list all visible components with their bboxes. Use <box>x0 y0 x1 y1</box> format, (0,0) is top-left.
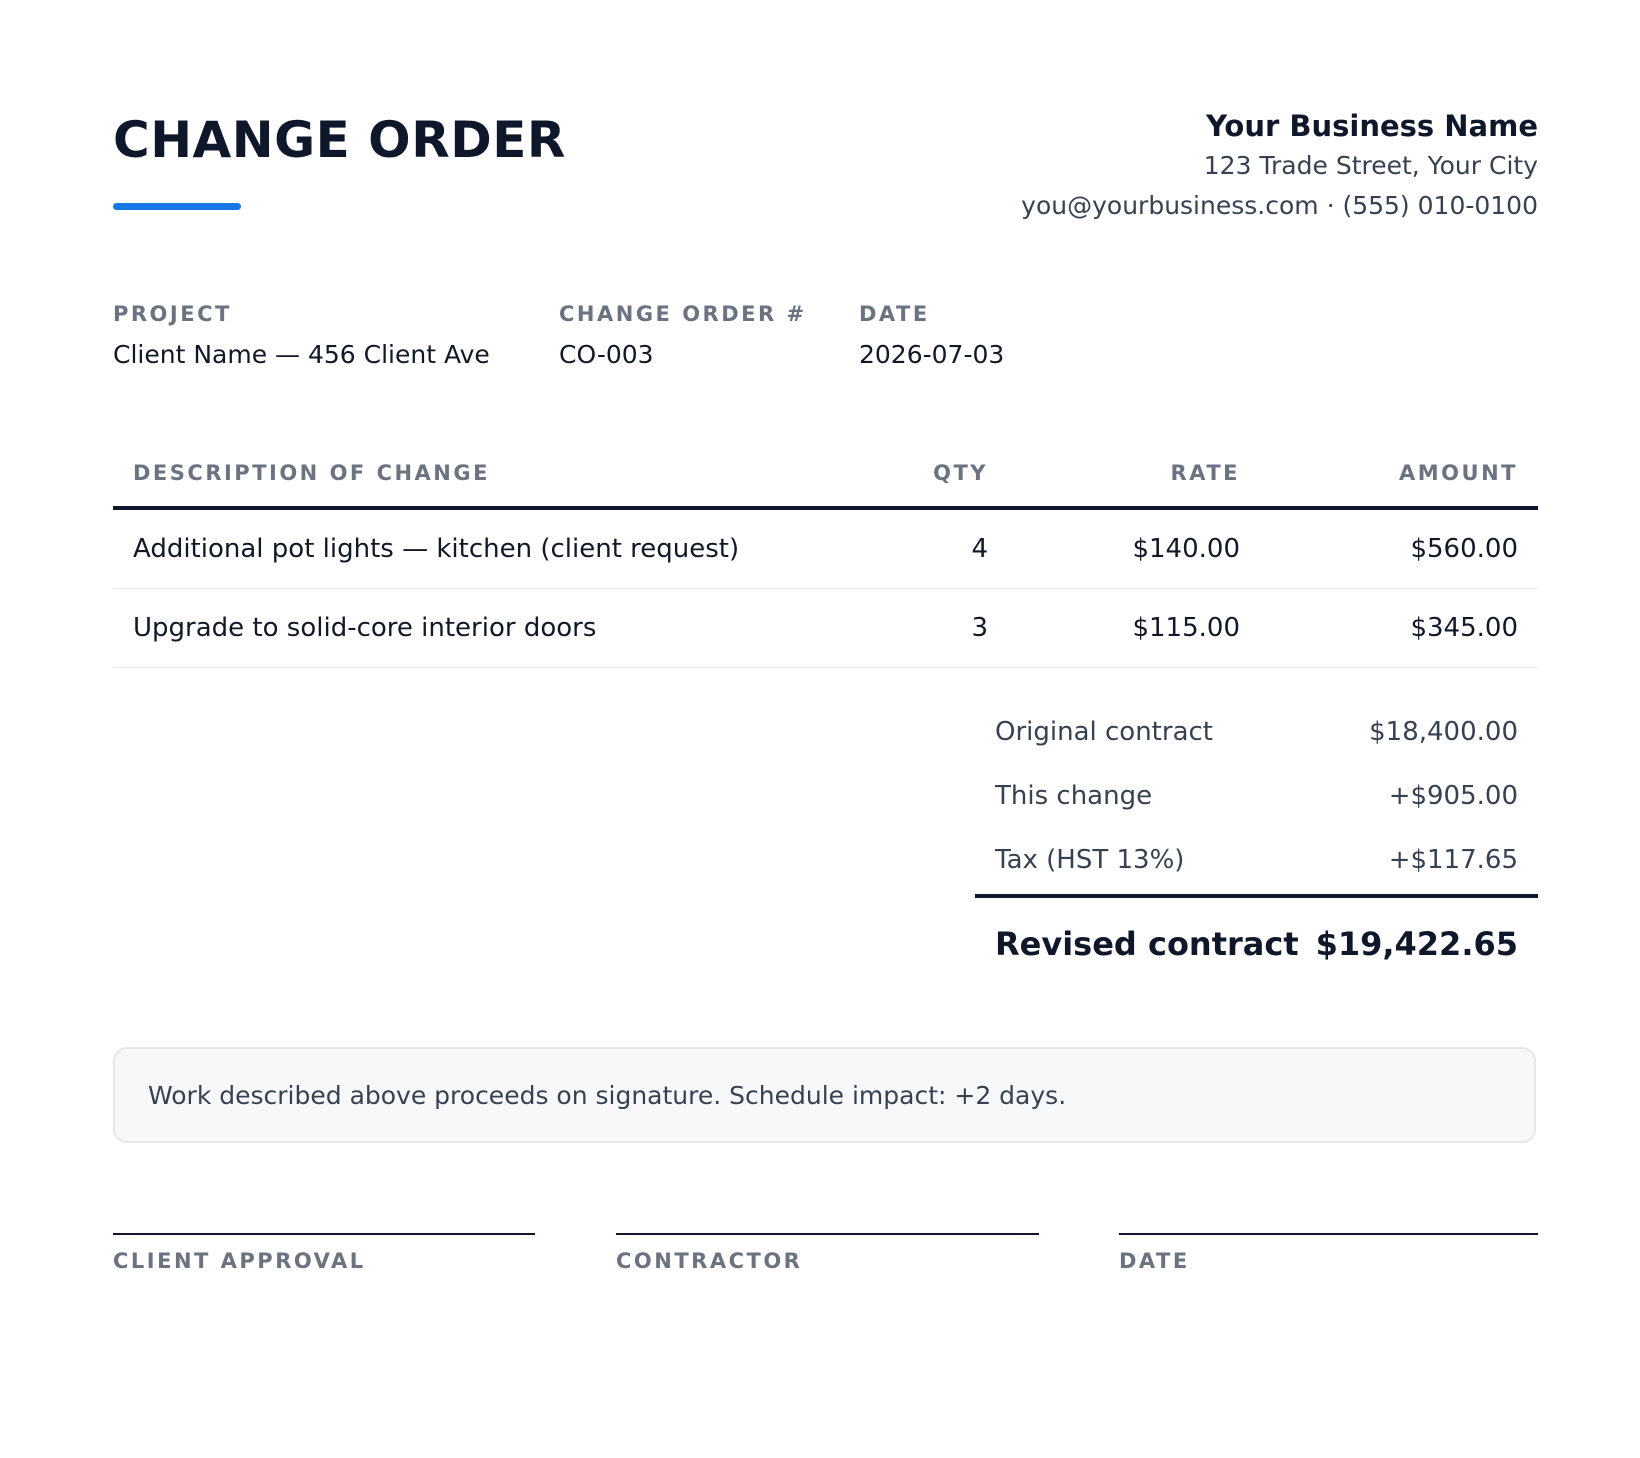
business-contact: you@yourbusiness.com · (555) 010-0100 <box>1021 191 1538 220</box>
row-qty: 3 <box>893 589 1008 668</box>
contractor-label: CONTRACTOR <box>616 1249 803 1273</box>
client-approval-signature <box>113 1233 535 1273</box>
project-value: Client Name — 456 Client Ave <box>113 340 490 369</box>
tax-label: Tax (HST 13%) <box>995 845 1185 875</box>
table-header-row <box>113 440 1538 508</box>
row-rate: $140.00 <box>1008 508 1260 589</box>
date-signature-line <box>1119 1233 1538 1235</box>
date-signature <box>1119 1233 1538 1273</box>
title-accent-bar <box>113 203 241 210</box>
original-contract-value: $18,400.00 <box>1369 717 1518 747</box>
meta-date <box>859 302 1004 369</box>
tax-row <box>975 828 1538 892</box>
this-change-row <box>975 764 1538 828</box>
meta-change-order-number <box>559 302 807 369</box>
header-amount: AMOUNT <box>1260 440 1538 508</box>
header-rate: RATE <box>1008 440 1260 508</box>
original-contract-label: Original contract <box>995 717 1213 747</box>
change-order-document <box>113 0 1538 1458</box>
revised-contract-row <box>975 898 1538 990</box>
row-amount: $560.00 <box>1260 508 1538 589</box>
date-value: 2026-07-03 <box>859 340 1005 369</box>
schedule-note-text: Work described above proceeds on signature. Schedule impact: +2 days. <box>148 1080 1067 1110</box>
date-label: DATE <box>859 302 930 326</box>
row-amount: $345.00 <box>1260 589 1538 668</box>
revised-contract-value: $19,422.65 <box>1315 925 1518 963</box>
this-change-value: +$905.00 <box>1388 781 1518 811</box>
client-approval-label: CLIENT APPROVAL <box>113 1249 366 1273</box>
row-description: Upgrade to solid-core interior doors <box>113 589 893 668</box>
contractor-signature-line <box>616 1233 1039 1235</box>
business-name: Your Business Name <box>1206 109 1538 143</box>
business-address: 123 Trade Street, Your City <box>1203 151 1538 180</box>
revised-contract-label: Revised contract <box>995 925 1299 963</box>
row-description: Additional pot lights — kitchen (client request) <box>113 508 893 589</box>
business-info <box>1021 106 1538 226</box>
schedule-note <box>113 1047 1536 1143</box>
line-items-table <box>113 440 1538 668</box>
client-signature-line <box>113 1233 535 1235</box>
change-order-number-label: CHANGE ORDER # <box>559 302 807 326</box>
this-change-label: This change <box>995 781 1153 811</box>
original-contract-row <box>975 700 1538 764</box>
row-qty: 4 <box>893 508 1008 589</box>
signature-date-label: DATE <box>1119 1249 1190 1273</box>
table-row <box>113 589 1538 668</box>
tax-value: +$117.65 <box>1388 845 1518 875</box>
project-label: PROJECT <box>113 302 232 326</box>
row-rate: $115.00 <box>1008 589 1260 668</box>
header-description: DESCRIPTION OF CHANGE <box>113 440 893 508</box>
change-order-number-value: CO-003 <box>559 340 654 369</box>
meta-project <box>113 302 490 369</box>
document-title: CHANGE ORDER <box>113 111 566 169</box>
header-qty: QTY <box>893 440 1008 508</box>
table-row <box>113 508 1538 589</box>
contractor-signature <box>616 1233 1039 1273</box>
totals-summary <box>975 700 1538 990</box>
